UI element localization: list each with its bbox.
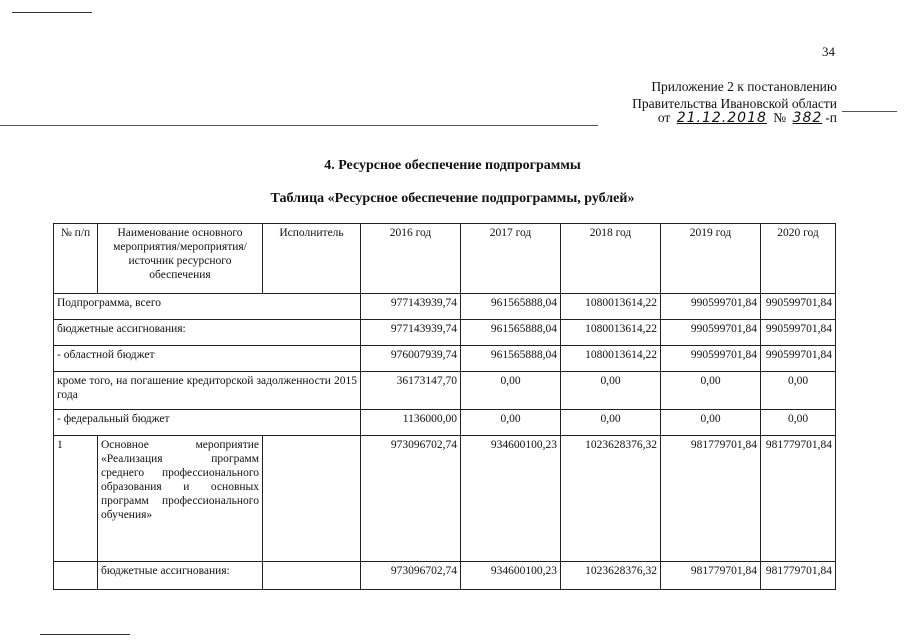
decree-number: 382 [792, 110, 823, 126]
value-2016: 36173147,70 [361, 372, 461, 410]
header-num: № п/п [54, 224, 98, 294]
page-number: 34 [822, 44, 835, 59]
decree-date: 21.12.2018 [676, 110, 767, 126]
section-title: 4. Ресурсное обеспечение подпрограммы [324, 158, 581, 173]
value-2018: 0,00 [561, 372, 661, 410]
value-2016: 1136000,00 [361, 410, 461, 436]
table-row [54, 320, 836, 346]
value-2019: 990599701,84 [661, 320, 761, 346]
row-label: бюджетные ассигнования: [54, 320, 361, 346]
header-separator-rule-right [842, 111, 897, 112]
value-2016: 977143939,74 [361, 294, 461, 320]
decree-suffix: -п [825, 110, 837, 125]
row-label: бюджетные ассигнования: [98, 562, 263, 590]
value-2018: 1080013614,22 [561, 346, 661, 372]
date-prefix: от [657, 110, 671, 125]
header-2019: 2019 год [661, 224, 761, 294]
bottom-left-rule [40, 634, 130, 635]
value-2017: 934600100,23 [461, 562, 561, 590]
row-num [54, 562, 98, 590]
value-2020: 981779701,84 [761, 436, 836, 562]
value-2020: 990599701,84 [761, 294, 836, 320]
table-title: Таблица «Ресурсное обеспечение подпрограммы, рублей» [270, 191, 635, 206]
table-row [54, 346, 836, 372]
header-2020: 2020 год [761, 224, 836, 294]
value-2020: 0,00 [761, 372, 836, 410]
table-header-row [54, 224, 836, 294]
value-2017: 934600100,23 [461, 436, 561, 562]
value-2019: 981779701,84 [661, 436, 761, 562]
row-label: - областной бюджет [54, 346, 361, 372]
row-label: - федеральный бюджет [54, 410, 361, 436]
table-row [54, 372, 836, 410]
value-2020: 0,00 [761, 410, 836, 436]
decree-date-line [658, 110, 837, 126]
row-label: Подпрограмма, всего [54, 294, 361, 320]
row-executor [263, 562, 361, 590]
appendix-header [632, 78, 837, 112]
value-2017: 961565888,04 [461, 346, 561, 372]
table-row [54, 436, 836, 562]
value-2019: 990599701,84 [661, 346, 761, 372]
table-row [54, 294, 836, 320]
value-2019: 0,00 [661, 372, 761, 410]
row-executor [263, 436, 361, 562]
value-2019: 990599701,84 [661, 294, 761, 320]
value-2018: 1023628376,32 [561, 562, 661, 590]
table-row [54, 562, 836, 590]
value-2018: 0,00 [561, 410, 661, 436]
appendix-line-1: Приложение 2 к постановлению [651, 79, 837, 94]
value-2017: 961565888,04 [461, 294, 561, 320]
table-row [54, 410, 836, 436]
value-2016: 973096702,74 [361, 562, 461, 590]
row-label: Основное мероприятие «Реализация программ среднего профессионального образования и основных программ профессионального обучения» [98, 436, 263, 562]
number-sign: № [773, 110, 787, 125]
value-2017: 961565888,04 [461, 320, 561, 346]
value-2019: 981779701,84 [661, 562, 761, 590]
top-left-rule [12, 12, 92, 13]
value-2020: 990599701,84 [761, 320, 836, 346]
resource-table [53, 223, 836, 590]
value-2018: 1080013614,22 [561, 294, 661, 320]
value-2018: 1023628376,32 [561, 436, 661, 562]
appendix-line-2: Правительства Ивановской области [632, 96, 837, 111]
header-2018: 2018 год [561, 224, 661, 294]
value-2016: 977143939,74 [361, 320, 461, 346]
header-separator-rule [0, 125, 598, 126]
row-label: кроме того, на погашение кредиторской задолженности 2015 года [54, 372, 361, 410]
value-2019: 0,00 [661, 410, 761, 436]
header-executor: Исполнитель [263, 224, 361, 294]
value-2016: 973096702,74 [361, 436, 461, 562]
header-2016: 2016 год [361, 224, 461, 294]
value-2017: 0,00 [461, 372, 561, 410]
row-num: 1 [54, 436, 98, 562]
value-2018: 1080013614,22 [561, 320, 661, 346]
value-2016: 976007939,74 [361, 346, 461, 372]
header-2017: 2017 год [461, 224, 561, 294]
value-2017: 0,00 [461, 410, 561, 436]
value-2020: 990599701,84 [761, 346, 836, 372]
header-name: Наименование основного мероприятия/мероприятия/ источник ресурсного обеспечения [98, 224, 263, 294]
value-2020: 981779701,84 [761, 562, 836, 590]
